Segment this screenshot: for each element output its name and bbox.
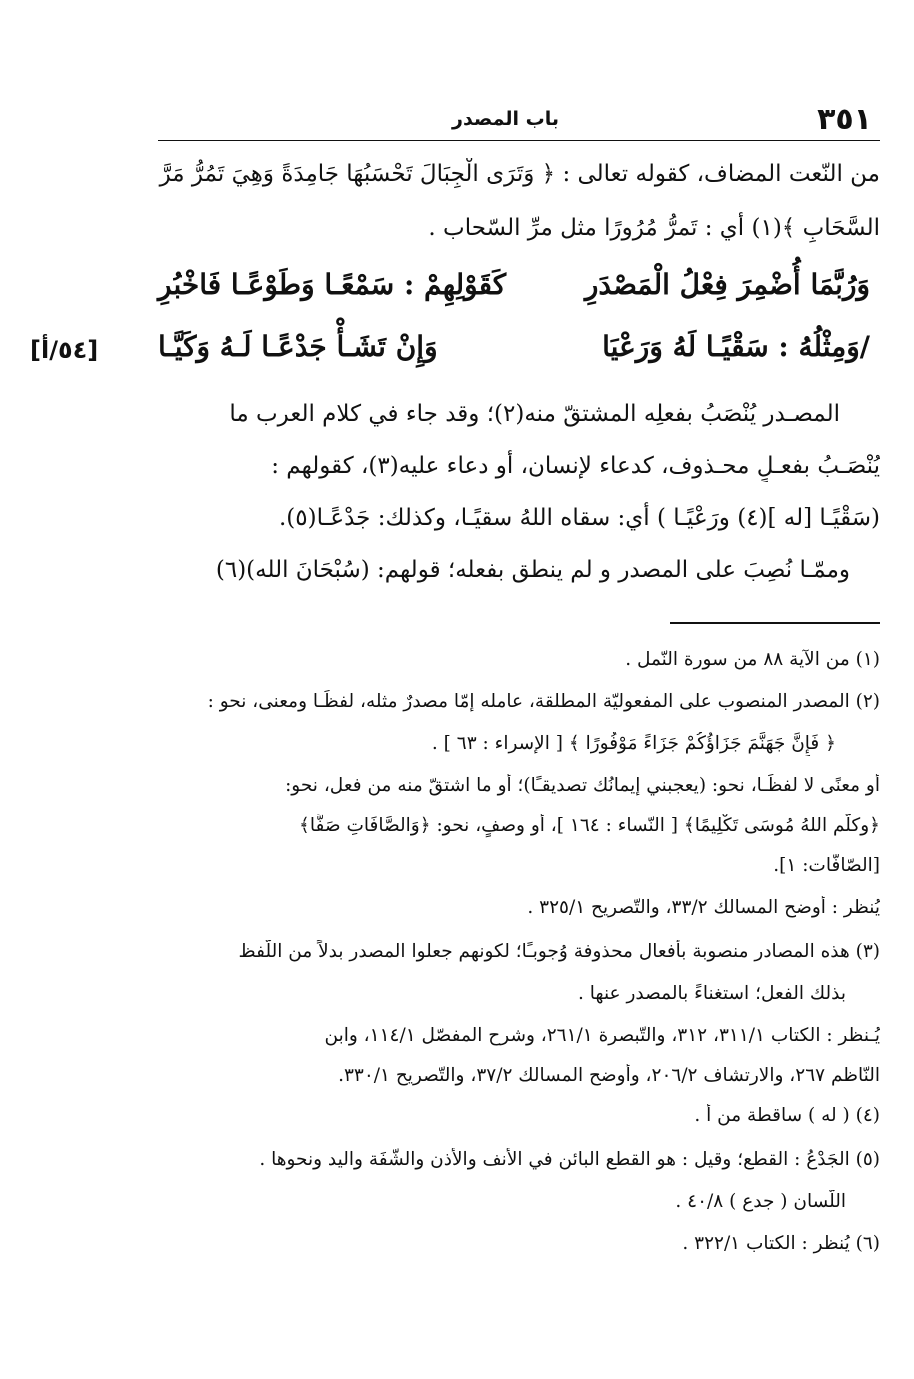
footnote-line: (٢) المصدر المنصوب على المفعوليّة المطلقة، عامله إمّا مصدرٌ مثله، لفظًـا ومعنى، نحو : xyxy=(207,691,880,712)
footnote-line: (١) من الآية ٨٨ من سورة النّمل . xyxy=(625,649,880,670)
body-line: من النّعت المضاف، كقوله تعالى : ﴿ وَتَرَى الْجِبَالَ تَحْسَبُهَا جَامِدَةً وَهِيَ تَمُرُّ مَرَّ xyxy=(159,161,880,187)
footnote-line: [الصّافّات: ١]. xyxy=(773,855,880,876)
footnote-line: يُنظر : أوضح المسالك ٣٣/٢، والتّصريح ٣٢٥/١ . xyxy=(527,897,880,918)
footnote-line: (٤) ( له ) ساقطة من أ . xyxy=(694,1105,880,1126)
footnote-line: (٥) الجَدْعُ : القطع؛ وقيل : هو القطع البائن في الأنف والأذن والشّفَة واليد ونحوها . xyxy=(259,1149,880,1170)
footnote-separator xyxy=(670,622,880,624)
page-number: ٣٥١ xyxy=(817,102,872,137)
footnote-line: ﴿وكلّم اللهُ مُوسَى تَكْلِيمًا﴾ [ النّساء : ١٦٤ ]، أو وصفٍ، نحو: ﴿وَالصَّافَاتِ صَفًّا﴾ xyxy=(299,815,880,836)
verse-second-hemistich: كَقَوْلِهِمْ : سَمْعًـا وَطَوْعًـا فَاخْبُرِ xyxy=(158,268,507,301)
footnote-line: بذلك الفعل؛ استغناءً بالمصدر عنها . xyxy=(578,983,846,1004)
verse-line-1 xyxy=(158,268,880,318)
footnote-line: يُـنظر : الكتاب ٣١١/١، ٣١٢، والتّبصرة ٢٦١/١، وشرح المفصّل ١١٤/١، وابن xyxy=(324,1025,880,1046)
footnote-line: أو معنًى لا لفظًـا، نحو: (يعجبني إيمانُك تصديقـًا)؛ أو ما اشتقّ منه من فعل، نحو: xyxy=(285,775,880,796)
page-header xyxy=(158,100,880,141)
verse-first-hemistich: /وَمِثْلُهُ : سَقْيًـا لَهُ وَرَعْيَا xyxy=(602,330,870,363)
verse-first-hemistich: وَرُبَّمَا أُضْمِرَ فِعْلُ الْمَصْدَرِ xyxy=(584,268,870,301)
body-paragraph-2 xyxy=(158,398,880,598)
verse-line-2 xyxy=(158,330,880,380)
body-paragraph-1 xyxy=(158,158,880,258)
footnote-line: ﴿ فَإِنَّ جَهَنَّمَ جَزَاؤُكُمْ جَزَاءً مَوْفُورًا ﴾ [ الإسراء : ٦٣ ] . xyxy=(431,733,836,754)
verse-second-hemistich: وَإِنْ تَشَـأْ جَدْعًـا لَـهُ وَكَيَّـا xyxy=(158,330,438,363)
body-line: يُنْصَـبُ بفعـلٍ محـذوف، كدعاء لإنسان، أو دعاء عليه(٣)، كقولهم : xyxy=(271,453,880,479)
body-line: (سَقْيًـا [له ](٤) ورَعْيًـا ) أي: سقاه اللهُ سقيًـا، وكذلك: جَدْعًـا(٥). xyxy=(279,505,880,531)
footnote-line: (٦) يُنظر : الكتاب ٣٢٢/١ . xyxy=(682,1233,880,1254)
folio-marker: [٥٤/أ] xyxy=(30,336,99,364)
body-line: وممّـا نُصِبَ على المصدر و لم ينطق بفعله؛ قولهم: (سُبْحَانَ الله)(٦) xyxy=(215,557,850,583)
body-line: المصـدر يُنْصَبُ بفعلِه المشتقّ منه(٢)؛ وقد جاء في كلام العرب ما xyxy=(229,401,840,427)
body-line: السَّحَابِ ﴾(١) أي : تَمرُّ مُرُورًا مثل مرِّ السّحاب . xyxy=(428,215,880,241)
footnote-line: اللّسان ( جدع ) ٤٠/٨ . xyxy=(675,1191,846,1212)
running-title: باب المصدر xyxy=(452,108,559,130)
footnote-line: (٣) هذه المصادر منصوبة بأفعال محذوفة وُجوبـًا؛ لكونهم جعلوا المصدر بدلاً من اللّفظ xyxy=(238,941,880,962)
footnote-line: النّاظم ٢٦٧، والارتشاف ٢٠٦/٢، وأوضح المسالك ٣٧/٢، والتّصريح ٣٣٠/١. xyxy=(338,1065,880,1086)
